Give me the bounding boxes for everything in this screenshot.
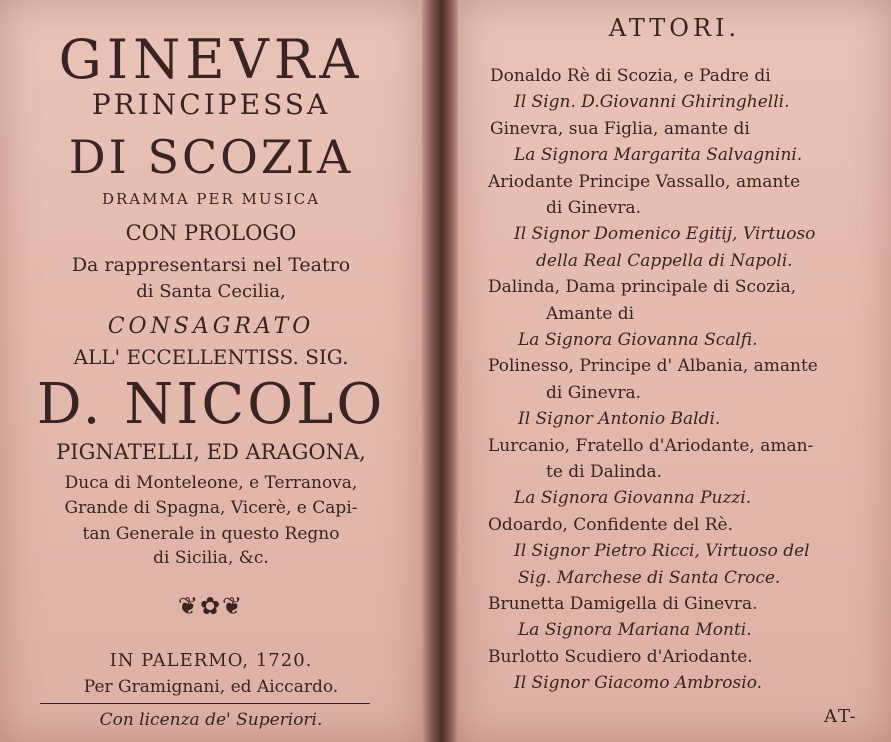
cast-role-line: Dalinda, Dama principale di Scozia, xyxy=(488,277,797,297)
cast-performer-line: Il Signor Domenico Egitij, Virtuoso xyxy=(514,224,816,244)
title-main: GINEVRA xyxy=(58,28,364,91)
cast-performer-line: Il Signor Pietro Ricci, Virtuoso del xyxy=(514,541,810,561)
cast-performer-line: Il Sign. D.Giovanni Ghiringhelli. xyxy=(514,92,790,112)
dedicatee-title-2: Grande di Spagna, Vicerè, e Capi- xyxy=(64,498,358,518)
cast-role-line: Ariodante Principe Vassallo, amante xyxy=(488,172,801,192)
performance-line-2: di Santa Cecilia, xyxy=(136,281,286,302)
dedication-honorific: ALL' ECCELLENTISS. SIG. xyxy=(73,345,349,369)
dedication-heading: CONSAGRATO xyxy=(107,314,315,339)
cast-performer-line: La Signora Giovanna Scalfi. xyxy=(518,330,758,350)
cast-role-line: Ginevra, sua Figlia, amante di xyxy=(490,119,750,139)
catchword: AT- xyxy=(824,706,858,727)
license-line: Con licenza de' Superiori. xyxy=(99,710,323,730)
cast-role-line: te di Dalinda. xyxy=(546,462,663,482)
cast-role-line: di Ginevra. xyxy=(546,383,642,403)
cast-performer-line: La Signora Margarita Salvagnini. xyxy=(514,145,803,165)
dedicatee-title-3: tan Generale in questo Regno xyxy=(82,524,340,544)
dedicatee-title-1: Duca di Monteleone, e Terranova, xyxy=(64,473,358,493)
prologue-line: CON PROLOGO xyxy=(125,221,297,245)
cast-role-line: Brunetta Damigella di Ginevra. xyxy=(488,594,758,614)
performance-line-1: Da rappresentarsi nel Teatro xyxy=(71,254,351,276)
cast-performer-line: della Real Cappella di Napoli. xyxy=(536,251,793,271)
cast-header: ATTORI. xyxy=(608,14,741,42)
cast-role-line: Burlotto Scudiero d'Ariodante. xyxy=(488,647,753,667)
right-page xyxy=(458,0,891,742)
cast-role-line: Polinesso, Principe d' Albania, amante xyxy=(488,356,818,376)
imprint-printer: Per Gramignani, ed Aiccardo. xyxy=(83,677,339,697)
imprint-rule xyxy=(40,703,370,704)
dedicatee-title-4: di Sicilia, &c. xyxy=(153,548,269,568)
cast-role-line: Donaldo Rè di Scozia, e Padre di xyxy=(490,66,771,86)
title-subtitle: PRINCIPESSA xyxy=(91,88,331,121)
cast-performer-line: La Signora Mariana Monti. xyxy=(518,620,752,640)
dedicatee-name: D. NICOLO xyxy=(36,372,386,437)
cast-role-line: di Ginevra. xyxy=(546,198,642,218)
cast-performer-line: La Signora Giovanna Puzzi. xyxy=(514,488,752,508)
cast-performer-line: Il Signor Antonio Baldi. xyxy=(518,409,721,429)
imprint-place-date: IN PALERMO, 1720. xyxy=(109,650,313,671)
left-page xyxy=(0,0,422,742)
dedicatee-surname: PIGNATELLI, ED ARAGONA, xyxy=(56,440,366,464)
cast-role-line: Odoardo, Confidente del Rè. xyxy=(488,515,734,535)
title-place: DI SCOZIA xyxy=(68,130,354,184)
cast-role-line: Lurcanio, Fratello d'Ariodante, aman- xyxy=(488,436,814,456)
printer-ornament: ❦✿❦ xyxy=(177,592,245,620)
cast-role-line: Amante di xyxy=(546,304,635,324)
cast-performer-line: Sig. Marchese di Santa Croce. xyxy=(518,568,781,588)
cast-performer-line: Il Signor Giacomo Ambrosio. xyxy=(514,673,763,693)
book-gutter xyxy=(422,0,458,742)
genre-line: DRAMMA PER MUSICA xyxy=(101,190,321,208)
